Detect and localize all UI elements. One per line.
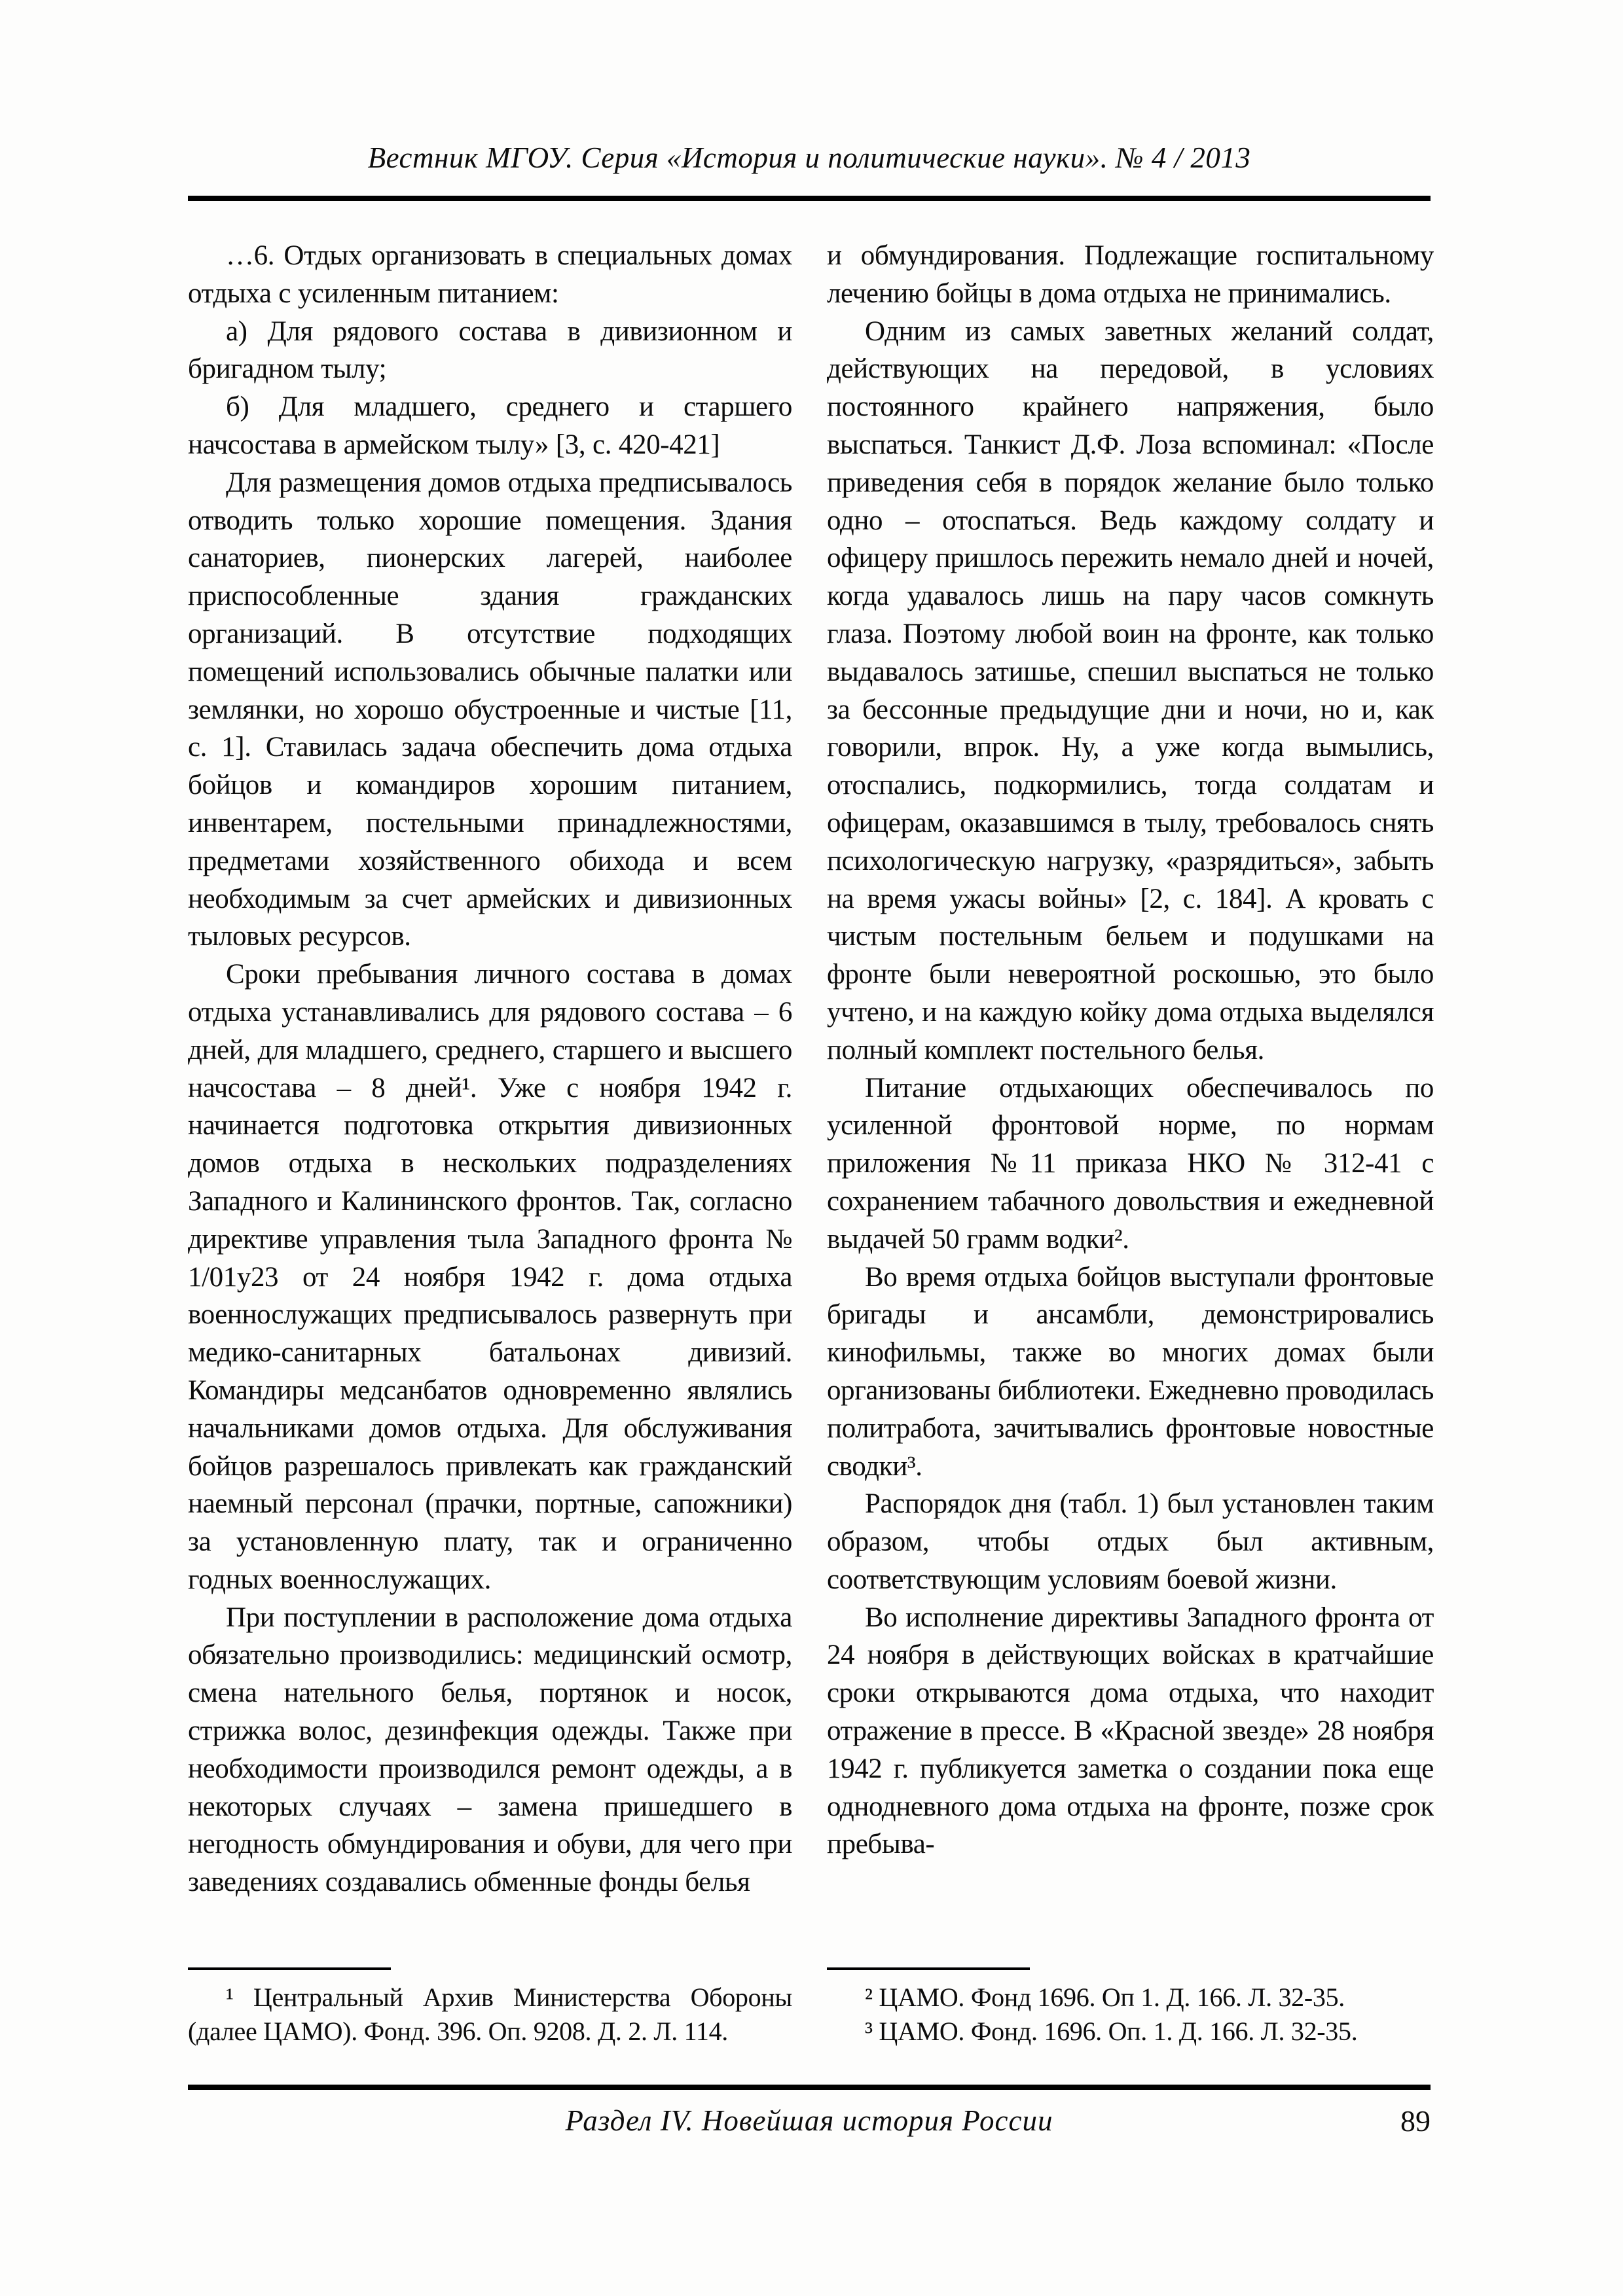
footnote: ¹ Центральный Архив Министерства Обороны (далее ЦАМО). Фонд. 396. Оп. 9208. Д. 2. Л. 114. bbox=[188, 1982, 792, 2046]
footnote: ² ЦАМО. Фонд 1696. Оп 1. Д. 166. Л. 32-35. bbox=[865, 1982, 1345, 2012]
paragraph: Во время отдыха бойцов выступали фронтовые бригады и ансамбли, демонстрировались кинофильмы, также во многих домах были организованы библиотеки. Ежедневно проводилась политработа, зачитывались фронтовые новостные сводки³. bbox=[827, 1261, 1434, 1482]
paragraph: …6. Отдых организовать в специальных домах отдыха с усиленным питанием: bbox=[188, 240, 792, 309]
footnotes-left bbox=[188, 1967, 792, 2049]
paragraph: Распорядок дня (табл. 1) был установлен таким образом, чтобы отдых был активным, соответствующим условиям боевой жизни. bbox=[827, 1488, 1434, 1595]
text-column-left bbox=[188, 237, 792, 1965]
footer-rule bbox=[188, 2085, 1431, 2090]
journal-running-head: Вестник МГОУ. Серия «История и политические науки». № 4 / 2013 bbox=[367, 141, 1251, 174]
paragraph: Питание отдыхающих обеспечивалось по усиленной фронтовой норме, по нормам приложения №11 приказа НКО № 312-41 с сохранением табачного довольствия и ежедневной выдачей 50 грамм водки². bbox=[827, 1072, 1434, 1255]
paragraph: Во исполнение директивы Западного фронта от 24 ноября в действующих войсках в кратчайшие сроки открываются дома отдыха, что находит отражение в прессе. В «Красной звезде» 28 ноября 1942 г. публикуется заметка о создании пока еще однодневного дома отдыха на фронте, позже срок пребыва- bbox=[827, 1602, 1434, 1860]
footnote: ³ ЦАМО. Фонд. 1696. Оп. 1. Д. 166. Л. 32-35. bbox=[865, 2017, 1358, 2046]
footnotes-right bbox=[827, 1967, 1434, 2049]
paragraph: а) Для рядового состава в дивизионном и бригадном тылу; bbox=[188, 315, 792, 385]
paragraph: б) Для младшего, среднего и старшего начсостава в армейском тылу» [3, с. 420-421] bbox=[188, 391, 792, 460]
paragraph: Для размещения домов отдыха предписывалось отводить только хорошие помещения. Здания санаториев, пионерских лагерей, наиболее приспособленные здания гражданских организаций. В отсутствие подходящих помещений использовались обычные палатки или землянки, но хорошо обустроенные и чистые [11, с. 1]. Ставилась задача обеспечить дома отдыха бойцов и командиров хорошим питанием, инвентарем, постельными принадлежностями, предметами хозяйственного обихода и всем необходимым за счет армейских и дивизионных тыловых ресурсов. bbox=[188, 467, 792, 952]
paragraph: Сроки пребывания личного состава в домах отдыха устанавливались для рядового состава – 6 дней, для младшего, среднего, старшего и высшего начсостава – 8 дней¹. Уже с ноября 1942 г. начинается подготовка открытия дивизионных домов отдыха в нескольких подразделениях Западного и Калининского фронтов. Так, согласно директиве управления тыла Западного фронта № 1/01у23 от 24 ноября 1942 г. дома отдыха военнослужащих предписывалось развернуть при медико-санитарных батальонах дивизий. Командиры медсанбатов одновременно являлись начальниками домов отдыха. Для обслуживания бойцов разрешалось привлекать как гражданский наемный персонал (прачки, портные, сапожники) за установленную плату, так и ограниченно годных военнослужащих. bbox=[188, 959, 792, 1595]
paragraph: При поступлении в расположение дома отдыха обязательно производились: медицинский осмотр, смена нательного белья, портянок и носок, стрижка волос, дезинфекция одежды. Также при необходимости производился ремонт одежды, а в некоторых случаях – замена пришедшего в негодность обмундирования и обуви, для чего при заведениях создавались обменные фонды белья bbox=[188, 1602, 792, 1898]
paragraph: Одним из самых заветных желаний солдат, действующих на передовой, в условиях постоянного крайнего напряжения, было выспаться. Танкист Д.Ф. Лоза вспоминал: «После приведения себя в порядок желание было только одно – отоспаться. Ведь каждому солдату и офицеру пришлось пережить немало дней и ночей, когда удавалось лишь на пару часов сомкнуть глаза. Поэтому любой воин на фронте, как только выдавалось затишье, спешил выспаться не только за бессонные предыдущие дни и ночи, но и, как говорили, впрок. Ну, а уже когда вымылись, отоспались, подкормились, тогда солдатам и офицерам, оказавшимся в тылу, требовалось снять психологическую нагрузку, «разрядиться», забыть на время ужасы войны» [2, с. 184]. А кровать с чистым постельным бельем и подушками на фронте были невероятной роскошью, это было учтено, и на каждую койку дома отдыха выделялся полный комплект постельного белья. bbox=[827, 315, 1434, 1066]
footnote-separator bbox=[188, 1967, 391, 1970]
header-rule bbox=[188, 196, 1431, 201]
text-column-right bbox=[827, 237, 1434, 1965]
footnote-separator bbox=[827, 1967, 1030, 1970]
page-number: 89 bbox=[1400, 2104, 1431, 2138]
section-footer: Раздел IV. Новейшая история России bbox=[565, 2104, 1053, 2137]
paragraph-continuation: и обмундирования. Подлежащие госпитальному лечению бойцы в дома отдыха не принимались. bbox=[827, 240, 1434, 309]
